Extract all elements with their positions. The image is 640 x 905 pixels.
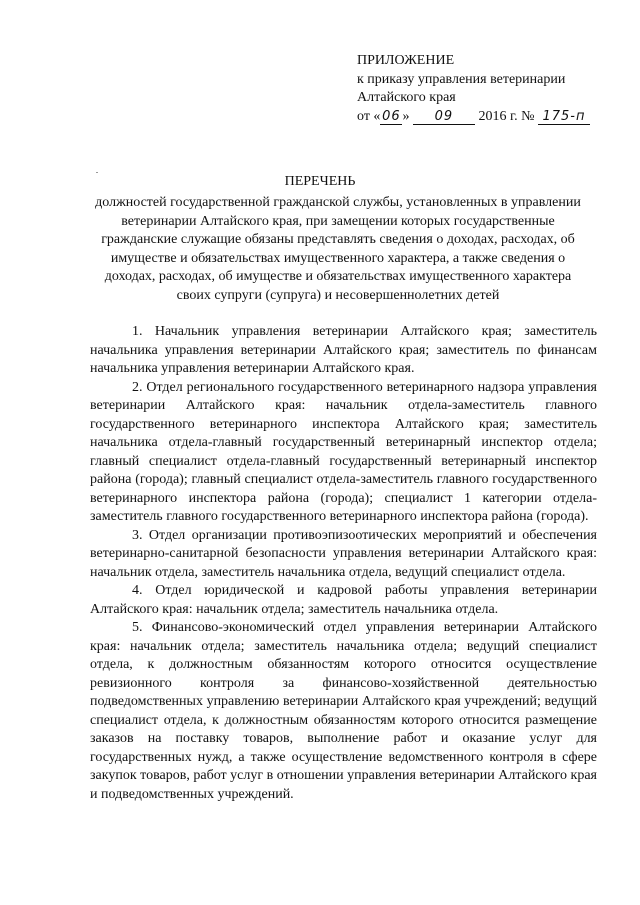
appendix-heading: ПРИЛОЖЕНИЕ — [357, 53, 455, 68]
document-title: ПЕРЕЧЕНЬ — [284, 174, 356, 189]
order-number: 175-п — [538, 109, 590, 125]
list-item: 3. Отдел организации противоэпизоотических мероприятий и обеспечения ветеринарно-санитарной безопасности управления ветеринарии Алтайского края: начальник отдела, заместитель начальника отдела, ведущий специалист отдела. — [90, 527, 597, 580]
document-subtitle: должностей государственной гражданской службы, установленных в управлении ветеринарии Алтайского края, при замещении которых государственные гражданские служащие обязаны представлять сведения о доходах, расходах, об имуществе и обязательствах имущественного характера, а также сведения о доходах, расходах, об имуществе и обязательствах имущественного характера своих супруги (супруга) и несовершеннолетних детей — [95, 195, 581, 303]
appendix-region-line: Алтайского края — [357, 90, 456, 105]
appendix-date-line — [357, 108, 617, 127]
positions-list — [90, 323, 597, 804]
list-item: 1. Начальник управления ветеринарии Алтайского края; заместитель начальника управления ветеринарии Алтайского края; заместитель по финансам начальника управления ветеринарии Алтайского края. — [90, 324, 597, 376]
appendix-block — [357, 52, 617, 126]
date-prefix: от « — [357, 108, 381, 124]
list-item: 4. Отдел юридической и кадровой работы управления ветеринарии Алтайского края: начальник отдела; заместитель начальника отдела. — [90, 583, 597, 617]
appendix-order-line: к приказу управления ветеринарии — [357, 71, 566, 87]
list-item: 2. Отдел регионального государственного ветеринарного надзора управления ветеринарии Алтайского края: начальник отдела-заместитель главного государственного ветеринарного инспектора Алтайского края; заместитель начальника отдела-главный государственный ветеринарный инспектор отдела; главный специалист отдела-главный государственный ветеринарный инспектор района (города); главный специалист отдела-заместитель главного государственного ветеринарного инспектора района (города); специалист 1 категории отдела-заместитель главного государственного ветеринарного инспектора района (города). — [90, 379, 597, 524]
date-year: 2016 г. № — [478, 108, 535, 124]
scan-speck — [96, 172, 98, 173]
date-month: 09 — [413, 109, 475, 125]
list-item: 5. Финансово-экономический отдел управления ветеринарии Алтайского края: начальник отдела; заместитель начальника отдела; ведущий специалист отдела, к должностным обязанностям которого относится осуществление ревизионного контроля за финансово-хозяйственной деятельностью подведомственных управлению ветеринарии Алтайского края учреждений; ведущий специалист отдела, к должностным обязанностям которого относится размещение заказов на поставку товаров, выполнение работ и оказание услуг для государственных нужд, а также осуществление ведомственного контроля в сфере закупок товаров, работ услуг в отношении управления ветеринарии Алтайского края и подведомственных учреждений. — [90, 620, 597, 802]
date-mid: » — [402, 108, 410, 124]
date-day: 06 — [382, 108, 401, 124]
